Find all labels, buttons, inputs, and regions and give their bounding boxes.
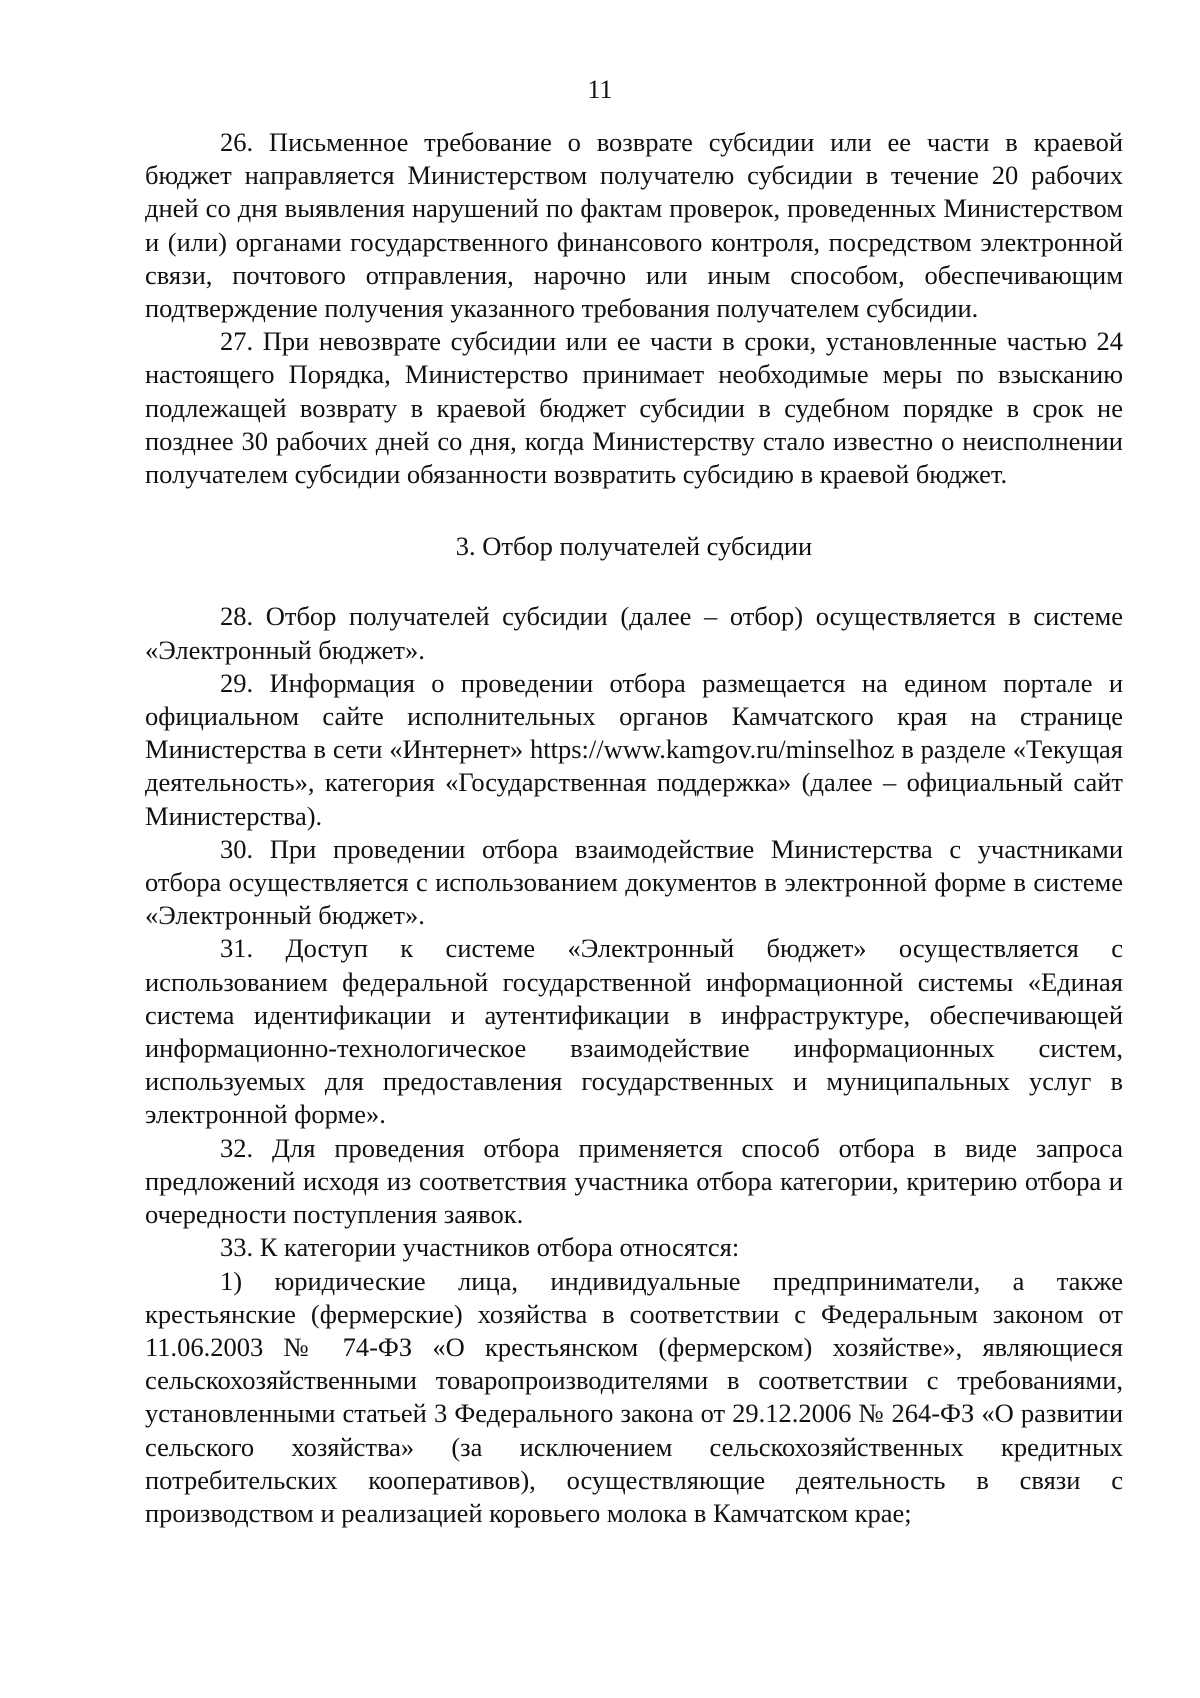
paragraph-26: 26. Письменное требование о возврате субсидии или ее части в краевой бюджет направляется Министерством получателю субсидии в течение 20 рабочих дней со дня выявления нарушений по фактам проверок, проведенных Министерством и (или) органами государственного финансового контроля, посредством электронной связи, почтового отправления, нарочно или иным способом, обеспечивающим подтверждение получения указанного требования получателем субсидии. [145, 127, 1123, 324]
paragraph-33-item-1: 1) юридические лица, индивидуальные предприниматели, а также крестьянские (фермерские) хозяйства в соответствии с Федеральным законом от 11.06.2003 № 74-ФЗ «О крестьянском (фермерском) хозяйстве», являющиеся сельскохозяйственными товаропроизводителями в соответствии с требованиями, установленными статьей 3 Федерального закона от 29.12.2006 № 264-ФЗ «О развитии сельского хозяйства» (за исключением сельскохозяйственных кредитных потребительских кооперативов), осуществляющие деятельность в связи с производством и реализацией коровьего молока в Камчатском крае; [145, 1265, 1123, 1528]
paragraph-28: 28. Отбор получателей субсидии (далее – отбор) осуществляется в системе «Электронный бюджет». [145, 601, 1123, 665]
page-number: 11 [587, 75, 613, 104]
paragraph-30: 30. При проведении отбора взаимодействие Министерства с участниками отбора осуществляется с использованием документов в электронной форме в системе «Электронный бюджет». [145, 833, 1123, 931]
paragraph-32: 32. Для проведения отбора применяется способ отбора в виде запроса предложений исходя из соответствия участника отбора категории, критерию отбора и очередности поступления заявок. [145, 1132, 1123, 1230]
paragraph-27: 27. При невозврате субсидии или ее части в сроки, установленные частью 24 настоящего Порядка, Министерство принимает необходимые меры по взысканию подлежащей возврату в краевой бюджет субсидии в судебном порядке в срок не позднее 30 рабочих дней со дня, когда Министерству стало известно о неисполнении получателем субсидии обязанности возвратить субсидию в краевой бюджет. [145, 326, 1123, 490]
section-title: 3. Отбор получателей субсидии [455, 531, 813, 562]
paragraph-29: 29. Информация о проведении отбора размещается на едином портале и официальном сайте исполнительных органов Камчатского края на странице Министерства в сети «Интернет» https://www.kamgov.ru/minselhoz в разделе «Текущая деятельность», категория «Государственная поддержка» (далее – официальный сайт Министерства). [145, 667, 1123, 831]
paragraph-31: 31. Доступ к системе «Электронный бюджет» осуществляется с использованием федеральной государственной информационной системы «Единая система идентификации и аутентификации в инфраструктуре, обеспечивающей информационно-технологическое взаимодействие информационных систем, используемых для предоставления государственных и муниципальных услуг в электронной форме». [145, 933, 1123, 1130]
paragraph-33: 33. К категории участников отбора относятся: [220, 1232, 740, 1263]
document-body [145, 126, 1123, 1530]
